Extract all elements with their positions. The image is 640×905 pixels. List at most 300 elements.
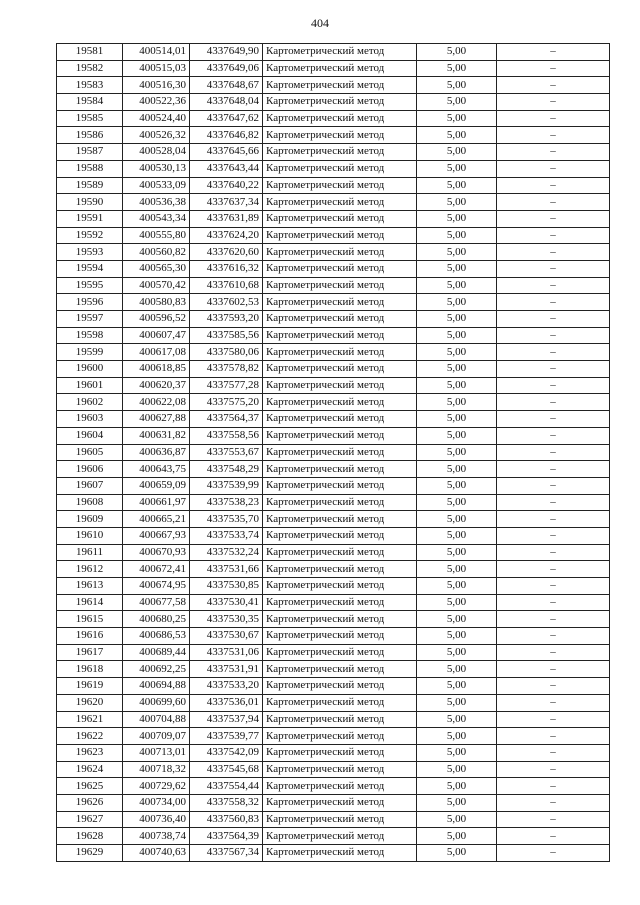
method-cell: Картометрический метод [263,160,417,177]
y-coordinate-cell: 4337530,67 [190,628,263,645]
point-number-cell: 19593 [57,244,123,261]
y-coordinate-cell: 4337532,24 [190,544,263,561]
method-cell: Картометрический метод [263,110,417,127]
accuracy-cell: 5,00 [417,628,497,645]
y-coordinate-cell: 4337645,66 [190,144,263,161]
x-coordinate-cell: 400580,83 [123,294,190,311]
description-cell: – [497,60,610,77]
y-coordinate-cell: 4337578,82 [190,361,263,378]
description-cell: – [497,344,610,361]
description-cell: – [497,678,610,695]
table-row [57,628,610,645]
method-cell: Картометрический метод [263,427,417,444]
table-row [57,44,610,61]
y-coordinate-cell: 4337640,22 [190,177,263,194]
accuracy-cell: 5,00 [417,578,497,595]
y-coordinate-cell: 4337548,29 [190,461,263,478]
table-row [57,311,610,328]
table-row [57,678,610,695]
x-coordinate-cell: 400686,53 [123,628,190,645]
point-number-cell: 19622 [57,728,123,745]
table-row [57,394,610,411]
description-cell: – [497,160,610,177]
accuracy-cell: 5,00 [417,711,497,728]
y-coordinate-cell: 4337624,20 [190,227,263,244]
y-coordinate-cell: 4337542,09 [190,744,263,761]
description-cell: – [497,144,610,161]
point-number-cell: 19600 [57,361,123,378]
accuracy-cell: 5,00 [417,194,497,211]
x-coordinate-cell: 400661,97 [123,494,190,511]
description-cell: – [497,744,610,761]
accuracy-cell: 5,00 [417,661,497,678]
y-coordinate-cell: 4337564,39 [190,828,263,845]
point-number-cell: 19584 [57,94,123,111]
table-row [57,661,610,678]
method-cell: Картометрический метод [263,227,417,244]
method-cell: Картометрический метод [263,311,417,328]
accuracy-cell: 5,00 [417,210,497,227]
point-number-cell: 19606 [57,461,123,478]
x-coordinate-cell: 400734,00 [123,794,190,811]
description-cell: – [497,210,610,227]
method-cell: Картометрический метод [263,377,417,394]
description-cell: – [497,294,610,311]
y-coordinate-cell: 4337537,94 [190,711,263,728]
y-coordinate-cell: 4337539,77 [190,728,263,745]
point-number-cell: 19599 [57,344,123,361]
y-coordinate-cell: 4337648,04 [190,94,263,111]
description-cell: – [497,194,610,211]
method-cell: Картометрический метод [263,578,417,595]
point-number-cell: 19607 [57,477,123,494]
y-coordinate-cell: 4337585,56 [190,327,263,344]
accuracy-cell: 5,00 [417,778,497,795]
point-number-cell: 19612 [57,561,123,578]
y-coordinate-cell: 4337536,01 [190,694,263,711]
accuracy-cell: 5,00 [417,294,497,311]
point-number-cell: 19603 [57,411,123,428]
table-row [57,594,610,611]
point-number-cell: 19628 [57,828,123,845]
point-number-cell: 19621 [57,711,123,728]
table-body [57,44,610,862]
y-coordinate-cell: 4337545,68 [190,761,263,778]
method-cell: Картометрический метод [263,494,417,511]
description-cell: – [497,494,610,511]
point-number-cell: 19582 [57,60,123,77]
x-coordinate-cell: 400665,21 [123,511,190,528]
y-coordinate-cell: 4337646,82 [190,127,263,144]
method-cell: Картометрический метод [263,778,417,795]
accuracy-cell: 5,00 [417,377,497,394]
x-coordinate-cell: 400677,58 [123,594,190,611]
table-row [57,194,610,211]
table-row [57,744,610,761]
table-row [57,761,610,778]
description-cell: – [497,611,610,628]
accuracy-cell: 5,00 [417,260,497,277]
method-cell: Картометрический метод [263,344,417,361]
point-number-cell: 19589 [57,177,123,194]
point-number-cell: 19587 [57,144,123,161]
x-coordinate-cell: 400514,01 [123,44,190,61]
point-number-cell: 19601 [57,377,123,394]
method-cell: Картометрический метод [263,694,417,711]
x-coordinate-cell: 400699,60 [123,694,190,711]
accuracy-cell: 5,00 [417,694,497,711]
point-number-cell: 19592 [57,227,123,244]
table-row [57,77,610,94]
y-coordinate-cell: 4337531,91 [190,661,263,678]
x-coordinate-cell: 400738,74 [123,828,190,845]
method-cell: Картометрический метод [263,144,417,161]
table-row [57,294,610,311]
x-coordinate-cell: 400618,85 [123,361,190,378]
description-cell: – [497,728,610,745]
y-coordinate-cell: 4337539,99 [190,477,263,494]
page-number: 404 [311,16,329,30]
y-coordinate-cell: 4337649,06 [190,60,263,77]
table-row [57,377,610,394]
description-cell: – [497,411,610,428]
description-cell: – [497,461,610,478]
x-coordinate-cell: 400692,25 [123,661,190,678]
table-row [57,778,610,795]
method-cell: Картометрический метод [263,511,417,528]
point-number-cell: 19590 [57,194,123,211]
point-number-cell: 19604 [57,427,123,444]
accuracy-cell: 5,00 [417,110,497,127]
point-number-cell: 19596 [57,294,123,311]
method-cell: Картометрический метод [263,44,417,61]
y-coordinate-cell: 4337649,90 [190,44,263,61]
point-number-cell: 19615 [57,611,123,628]
x-coordinate-cell: 400659,09 [123,477,190,494]
method-cell: Картометрический метод [263,260,417,277]
x-coordinate-cell: 400596,52 [123,311,190,328]
accuracy-cell: 5,00 [417,144,497,161]
accuracy-cell: 5,00 [417,611,497,628]
table-row [57,94,610,111]
accuracy-cell: 5,00 [417,461,497,478]
table-row [57,694,610,711]
x-coordinate-cell: 400526,32 [123,127,190,144]
y-coordinate-cell: 4337575,20 [190,394,263,411]
table-row [57,845,610,862]
x-coordinate-cell: 400627,88 [123,411,190,428]
accuracy-cell: 5,00 [417,744,497,761]
method-cell: Картометрический метод [263,761,417,778]
description-cell: – [497,244,610,261]
description-cell: – [497,594,610,611]
method-cell: Картометрический метод [263,177,417,194]
description-cell: – [497,260,610,277]
table-row [57,527,610,544]
y-coordinate-cell: 4337593,20 [190,311,263,328]
description-cell: – [497,177,610,194]
y-coordinate-cell: 4337530,35 [190,611,263,628]
x-coordinate-cell: 400636,87 [123,444,190,461]
x-coordinate-cell: 400631,82 [123,427,190,444]
point-number-cell: 19617 [57,644,123,661]
x-coordinate-cell: 400694,88 [123,678,190,695]
description-cell: – [497,845,610,862]
y-coordinate-cell: 4337554,44 [190,778,263,795]
method-cell: Картометрический метод [263,744,417,761]
table-row [57,728,610,745]
y-coordinate-cell: 4337564,37 [190,411,263,428]
table-row [57,127,610,144]
x-coordinate-cell: 400729,62 [123,778,190,795]
y-coordinate-cell: 4337602,53 [190,294,263,311]
accuracy-cell: 5,00 [417,761,497,778]
y-coordinate-cell: 4337538,23 [190,494,263,511]
accuracy-cell: 5,00 [417,160,497,177]
accuracy-cell: 5,00 [417,527,497,544]
y-coordinate-cell: 4337637,34 [190,194,263,211]
point-number-cell: 19595 [57,277,123,294]
point-number-cell: 19597 [57,311,123,328]
method-cell: Картометрический метод [263,411,417,428]
x-coordinate-cell: 400536,38 [123,194,190,211]
x-coordinate-cell: 400670,93 [123,544,190,561]
method-cell: Картометрический метод [263,628,417,645]
y-coordinate-cell: 4337558,56 [190,427,263,444]
description-cell: – [497,811,610,828]
description-cell: – [497,327,610,344]
x-coordinate-cell: 400543,34 [123,210,190,227]
x-coordinate-cell: 400689,44 [123,644,190,661]
coordinates-table [56,43,610,862]
description-cell: – [497,644,610,661]
accuracy-cell: 5,00 [417,845,497,862]
description-cell: – [497,277,610,294]
accuracy-cell: 5,00 [417,311,497,328]
accuracy-cell: 5,00 [417,811,497,828]
x-coordinate-cell: 400560,82 [123,244,190,261]
method-cell: Картометрический метод [263,611,417,628]
y-coordinate-cell: 4337553,67 [190,444,263,461]
accuracy-cell: 5,00 [417,411,497,428]
y-coordinate-cell: 4337616,32 [190,260,263,277]
description-cell: – [497,110,610,127]
description-cell: – [497,427,610,444]
accuracy-cell: 5,00 [417,94,497,111]
table-row [57,411,610,428]
method-cell: Картометрический метод [263,678,417,695]
y-coordinate-cell: 4337620,60 [190,244,263,261]
point-number-cell: 19627 [57,811,123,828]
table-row [57,461,610,478]
y-coordinate-cell: 4337533,20 [190,678,263,695]
y-coordinate-cell: 4337631,89 [190,210,263,227]
y-coordinate-cell: 4337580,06 [190,344,263,361]
description-cell: – [497,561,610,578]
x-coordinate-cell: 400704,88 [123,711,190,728]
description-cell: – [497,527,610,544]
x-coordinate-cell: 400667,93 [123,527,190,544]
method-cell: Картометрический метод [263,444,417,461]
y-coordinate-cell: 4337643,44 [190,160,263,177]
method-cell: Картометрический метод [263,127,417,144]
accuracy-cell: 5,00 [417,561,497,578]
point-number-cell: 19629 [57,845,123,862]
point-number-cell: 19626 [57,794,123,811]
method-cell: Картометрический метод [263,544,417,561]
table-row [57,361,610,378]
table-row [57,711,610,728]
x-coordinate-cell: 400516,30 [123,77,190,94]
description-cell: – [497,361,610,378]
description-cell: – [497,311,610,328]
x-coordinate-cell: 400622,08 [123,394,190,411]
point-number-cell: 19618 [57,661,123,678]
x-coordinate-cell: 400530,13 [123,160,190,177]
accuracy-cell: 5,00 [417,594,497,611]
point-number-cell: 19583 [57,77,123,94]
method-cell: Картометрический метод [263,210,417,227]
table-row [57,210,610,227]
point-number-cell: 19623 [57,744,123,761]
accuracy-cell: 5,00 [417,227,497,244]
accuracy-cell: 5,00 [417,344,497,361]
x-coordinate-cell: 400672,41 [123,561,190,578]
table-row [57,110,610,127]
y-coordinate-cell: 4337530,85 [190,578,263,595]
point-number-cell: 19614 [57,594,123,611]
table-row [57,177,610,194]
y-coordinate-cell: 4337558,32 [190,794,263,811]
x-coordinate-cell: 400528,04 [123,144,190,161]
method-cell: Картометрический метод [263,661,417,678]
accuracy-cell: 5,00 [417,327,497,344]
x-coordinate-cell: 400524,40 [123,110,190,127]
method-cell: Картометрический метод [263,60,417,77]
accuracy-cell: 5,00 [417,127,497,144]
point-number-cell: 19610 [57,527,123,544]
accuracy-cell: 5,00 [417,77,497,94]
accuracy-cell: 5,00 [417,361,497,378]
accuracy-cell: 5,00 [417,828,497,845]
description-cell: – [497,127,610,144]
x-coordinate-cell: 400736,40 [123,811,190,828]
accuracy-cell: 5,00 [417,678,497,695]
method-cell: Картометрический метод [263,294,417,311]
point-number-cell: 19591 [57,210,123,227]
x-coordinate-cell: 400555,80 [123,227,190,244]
method-cell: Картометрический метод [263,77,417,94]
point-number-cell: 19598 [57,327,123,344]
accuracy-cell: 5,00 [417,494,497,511]
table-row [57,227,610,244]
accuracy-cell: 5,00 [417,644,497,661]
table-row [57,794,610,811]
y-coordinate-cell: 4337648,67 [190,77,263,94]
x-coordinate-cell: 400565,30 [123,260,190,277]
point-number-cell: 19605 [57,444,123,461]
description-cell: – [497,694,610,711]
method-cell: Картометрический метод [263,794,417,811]
description-cell: – [497,44,610,61]
accuracy-cell: 5,00 [417,394,497,411]
description-cell: – [497,711,610,728]
description-cell: – [497,394,610,411]
x-coordinate-cell: 400718,32 [123,761,190,778]
point-number-cell: 19611 [57,544,123,561]
point-number-cell: 19608 [57,494,123,511]
method-cell: Картометрический метод [263,811,417,828]
method-cell: Картометрический метод [263,711,417,728]
description-cell: – [497,511,610,528]
method-cell: Картометрический метод [263,828,417,845]
table-row [57,160,610,177]
point-number-cell: 19616 [57,628,123,645]
method-cell: Картометрический метод [263,194,417,211]
description-cell: – [497,778,610,795]
method-cell: Картометрический метод [263,477,417,494]
point-number-cell: 19609 [57,511,123,528]
table-row [57,327,610,344]
accuracy-cell: 5,00 [417,728,497,745]
y-coordinate-cell: 4337647,62 [190,110,263,127]
y-coordinate-cell: 4337535,70 [190,511,263,528]
description-cell: – [497,77,610,94]
table-row [57,477,610,494]
table-row [57,277,610,294]
point-number-cell: 19613 [57,578,123,595]
method-cell: Картометрический метод [263,244,417,261]
description-cell: – [497,544,610,561]
method-cell: Картометрический метод [263,361,417,378]
accuracy-cell: 5,00 [417,477,497,494]
x-coordinate-cell: 400680,25 [123,611,190,628]
point-number-cell: 19619 [57,678,123,695]
accuracy-cell: 5,00 [417,177,497,194]
description-cell: – [497,477,610,494]
accuracy-cell: 5,00 [417,244,497,261]
y-coordinate-cell: 4337610,68 [190,277,263,294]
point-number-cell: 19625 [57,778,123,795]
table-row [57,544,610,561]
table-row [57,144,610,161]
table-row [57,244,610,261]
point-number-cell: 19585 [57,110,123,127]
description-cell: – [497,761,610,778]
description-cell: – [497,94,610,111]
method-cell: Картометрический метод [263,728,417,745]
x-coordinate-cell: 400643,75 [123,461,190,478]
method-cell: Картометрический метод [263,327,417,344]
x-coordinate-cell: 400522,36 [123,94,190,111]
method-cell: Картометрический метод [263,644,417,661]
accuracy-cell: 5,00 [417,44,497,61]
description-cell: – [497,661,610,678]
table-row [57,644,610,661]
method-cell: Картометрический метод [263,461,417,478]
table-row [57,611,610,628]
accuracy-cell: 5,00 [417,60,497,77]
x-coordinate-cell: 400740,63 [123,845,190,862]
table-row [57,344,610,361]
x-coordinate-cell: 400617,08 [123,344,190,361]
table-row [57,828,610,845]
y-coordinate-cell: 4337531,06 [190,644,263,661]
y-coordinate-cell: 4337577,28 [190,377,263,394]
table-row [57,260,610,277]
table-row [57,511,610,528]
method-cell: Картометрический метод [263,94,417,111]
